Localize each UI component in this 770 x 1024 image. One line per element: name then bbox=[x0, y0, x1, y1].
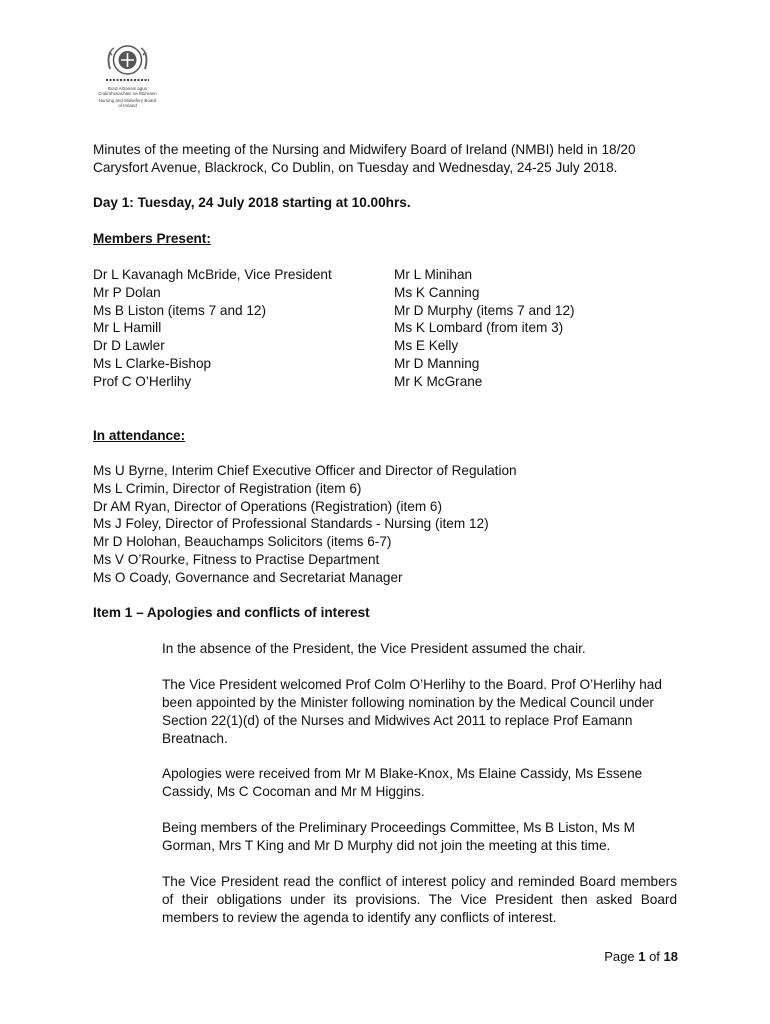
member-item: Prof C O’Herlihy bbox=[93, 373, 192, 389]
item1-paragraph-4: Being members of the Preliminary Proceedings Committee, Ms B Liston, Ms M Gorman, Mrs T King and Mr D Murphy did not join the meeting at this time. bbox=[162, 820, 635, 853]
member-item: Mr D Manning bbox=[394, 355, 480, 371]
attendance-list bbox=[93, 462, 517, 587]
item1-paragraph-2: The Vice President welcomed Prof Colm O’Herlihy to the Board. Prof O’Herlihy had been appointed by the Minister following nomination by the Medical Council under Section 22(1)(d) of the Nurses and Midwives Act 2011 to replace Prof Eamann Breatnach. bbox=[162, 677, 662, 746]
intro-line-2: Carysfort Avenue, Blackrock, Co Dublin, on Tuesday and Wednesday, 24-25 July 2018. bbox=[93, 160, 618, 175]
member-item: Ms K Lombard (from item 3) bbox=[394, 320, 564, 336]
members-heading: Members Present: bbox=[93, 231, 211, 246]
item1-heading: Item 1 – Apologies and conflicts of interest bbox=[93, 605, 370, 620]
page-label: Page bbox=[604, 949, 635, 964]
item1-paragraph-5: The Vice President read the conflict of interest policy and reminded Board members of their obligations under its provisions. The Vice President then asked Board members to review the agenda to identify any conflicts of interest. bbox=[162, 874, 677, 925]
member-item: Mr D Murphy (items 7 and 12) bbox=[394, 302, 575, 318]
attendee-item: Ms L Crimin, Director of Registration (item 6) bbox=[93, 480, 362, 496]
members-left-column bbox=[93, 266, 332, 391]
attendee-item: Dr AM Ryan, Director of Operations (Registration) (item 6) bbox=[93, 498, 443, 514]
page-number bbox=[604, 948, 678, 966]
member-item: Mr K McGrane bbox=[394, 373, 483, 389]
logo-text-english-1: Nursing and Midwifery Board bbox=[98, 98, 157, 103]
attendee-item: Ms J Foley, Director of Professional Standards - Nursing (item 12) bbox=[93, 516, 489, 532]
member-item: Ms K Canning bbox=[394, 284, 480, 300]
page-total: 18 bbox=[663, 949, 678, 964]
nmbi-emblem-icon bbox=[100, 42, 155, 92]
nmbi-logo bbox=[90, 42, 165, 114]
attendee-item: Mr D Holohan, Beauchamps Solicitors (items 6-7) bbox=[93, 534, 392, 550]
logo-text-english-2: of Ireland bbox=[118, 103, 137, 108]
logo-text-irish-2: Cnáimhseachais na hÉireann bbox=[98, 91, 157, 96]
attendee-item: Ms O Coady, Governance and Secretariat Manager bbox=[93, 569, 403, 585]
attendee-item: Ms V O’Rourke, Fitness to Practise Department bbox=[93, 551, 380, 567]
member-item: Mr L Minihan bbox=[394, 267, 473, 282]
intro-line-1: Minutes of the meeting of the Nursing and Midwifery Board of Ireland (NMBI) held in 18/20 bbox=[93, 142, 636, 157]
member-item: Mr P Dolan bbox=[93, 284, 161, 300]
member-item: Ms L Clarke-Bishop bbox=[93, 355, 212, 371]
page-current: 1 bbox=[638, 949, 646, 964]
member-item: Dr L Kavanagh McBride, Vice President bbox=[93, 267, 332, 282]
members-right-column bbox=[394, 266, 575, 391]
member-item: Dr D Lawler bbox=[93, 338, 165, 354]
member-item: Ms E Kelly bbox=[394, 338, 459, 354]
page-of: of bbox=[649, 949, 660, 964]
member-item: Mr L Hamill bbox=[93, 320, 162, 336]
item1-paragraph-3: Apologies were received from Mr M Blake-Knox, Ms Elaine Cassidy, Ms Essene Cassidy, Ms C Cocoman and Mr M Higgins. bbox=[162, 766, 643, 799]
logo-text-irish-1: Bord Altranais agus bbox=[107, 86, 148, 91]
member-item: Ms B Liston (items 7 and 12) bbox=[93, 302, 267, 318]
attendee-item: Ms U Byrne, Interim Chief Executive Officer and Director of Regulation bbox=[93, 463, 517, 478]
day-heading: Day 1: Tuesday, 24 July 2018 starting at 10.00hrs. bbox=[93, 195, 411, 210]
item1-paragraph-1: In the absence of the President, the Vice President assumed the chair. bbox=[162, 641, 586, 656]
attendance-heading: In attendance: bbox=[93, 428, 186, 443]
